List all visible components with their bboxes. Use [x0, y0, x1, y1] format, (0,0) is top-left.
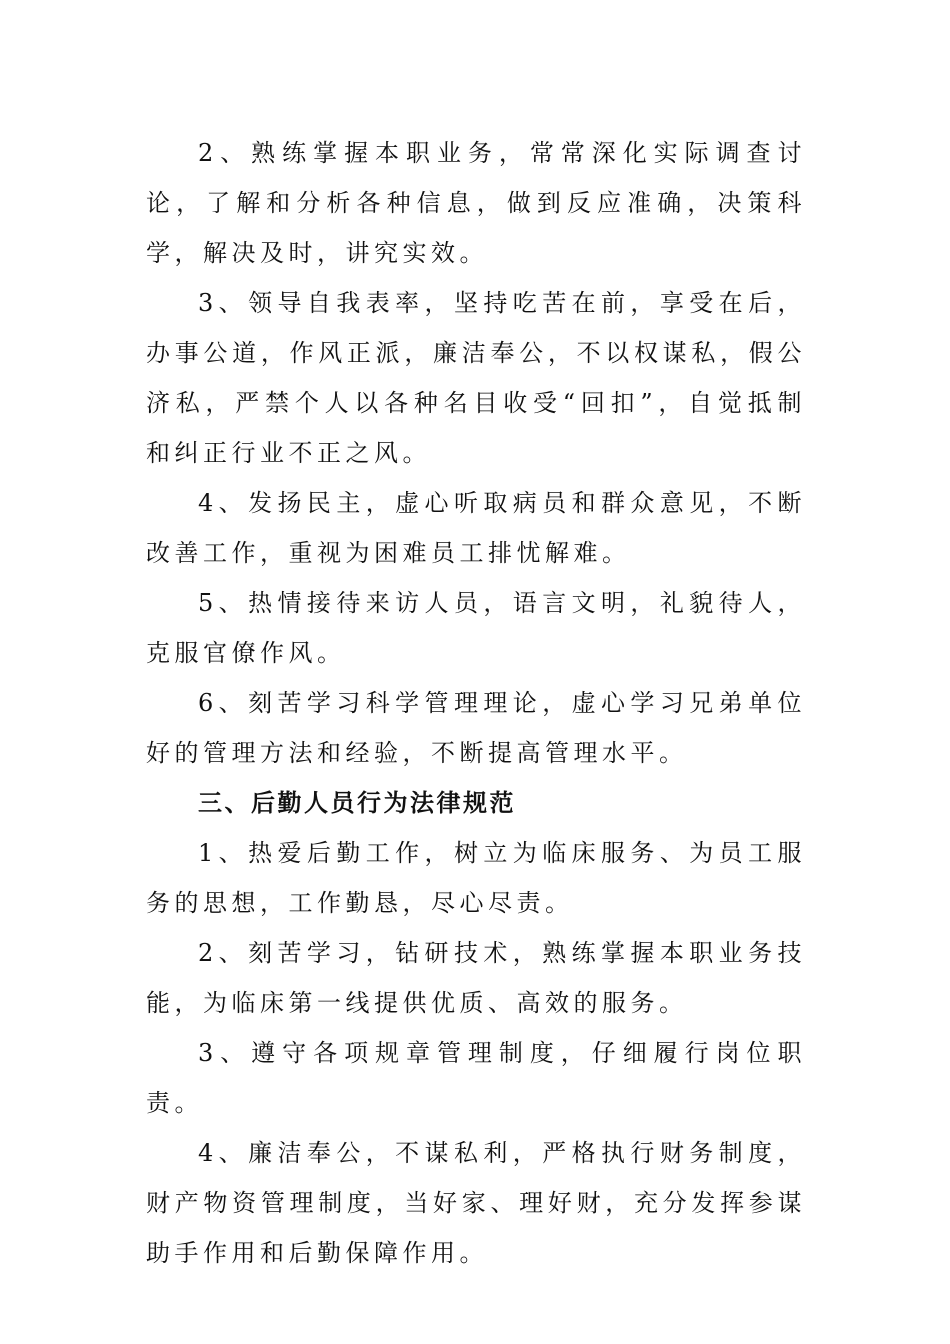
paragraph-item-4: 4、发扬民主，虚心听取病员和群众意见，不断改善工作，重视为困难员工排忧解难。: [146, 489, 806, 567]
paragraph-item-5: 5、热情接待来访人员，语言文明，礼貌待人，克服官僚作风。: [146, 589, 806, 667]
document-body: [146, 128, 806, 1278]
paragraph-item-2: 2、熟练掌握本职业务，常常深化实际调查讨论，了解和分析各种信息，做到反应准确，决策科学，解决及时，讲究实效。: [146, 139, 806, 267]
paragraph-logistics-3: 3、遵守各项规章管理制度，仔细履行岗位职责。: [146, 1039, 806, 1117]
paragraph-item-6: 6、刻苦学习科学管理理论，虚心学习兄弟单位好的管理方法和经验，不断提高管理水平。: [146, 689, 806, 767]
paragraph-logistics-4: 4、廉洁奉公，不谋私利，严格执行财务制度，财产物资管理制度，当好家、理好财，充分发挥参谋助手作用和后勤保障作用。: [146, 1139, 806, 1267]
paragraph-logistics-1: 1、热爱后勤工作，树立为临床服务、为员工服务的思想，工作勤恳，尽心尽责。: [146, 839, 806, 917]
paragraph-item-3: 3、领导自我表率，坚持吃苦在前，享受在后，办事公道，作风正派，廉洁奉公，不以权谋私，假公济私，严禁个人以各种名目收受“回扣”，自觉抵制和纠正行业不正之风。: [146, 289, 806, 467]
paragraph-logistics-2: 2、刻苦学习，钻研技术，熟练掌握本职业务技能，为临床第一线提供优质、高效的服务。: [146, 939, 806, 1017]
section-heading: 三、后勤人员行为法律规范: [198, 789, 516, 817]
